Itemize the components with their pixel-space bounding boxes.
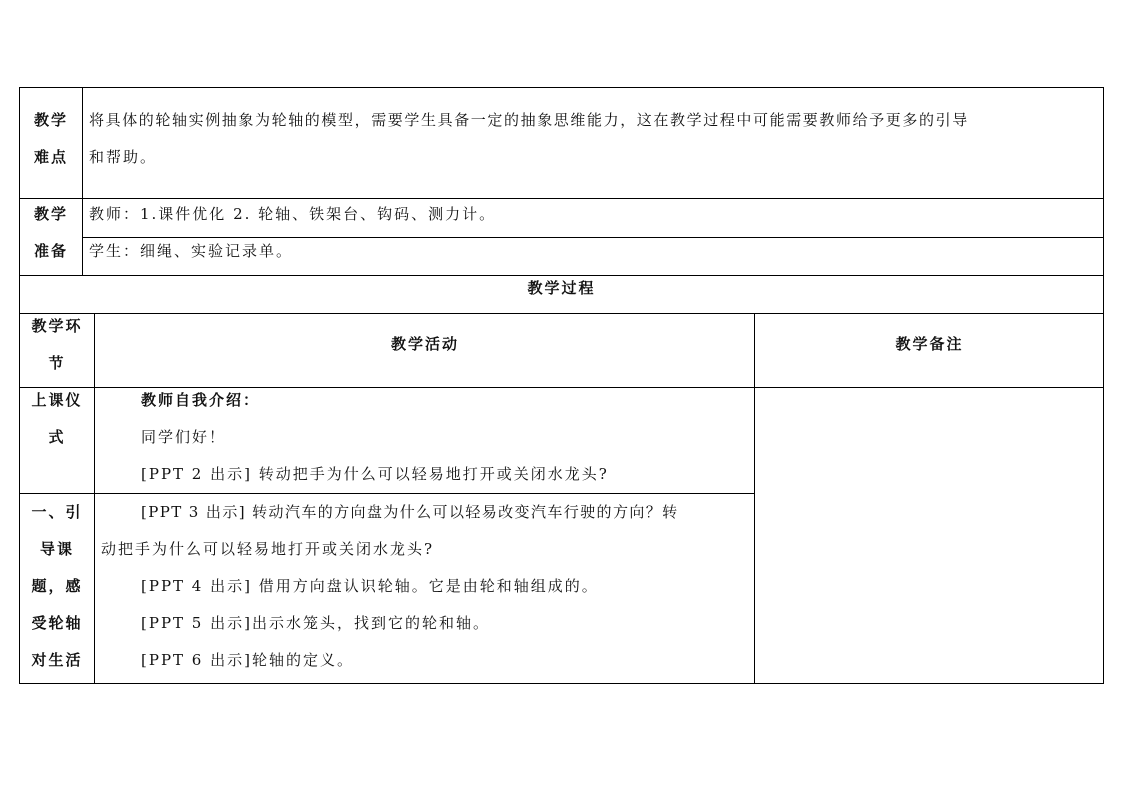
stage2-label-line: 导课 <box>39 540 74 558</box>
process-title: 教学过程 <box>527 279 596 297</box>
stage2-line: [PPT 3 出示] 转动汽车的方向盘为什么可以轻易改变汽车行驶的方向？转 <box>141 503 679 521</box>
stage1-line: 教师自我介绍： <box>141 391 261 409</box>
preparation-label-line1: 教学 <box>33 205 68 223</box>
stage2-line: [PPT 4 出示] 借用方向盘认识轮轴。它是由轮和轴组成的。 <box>141 577 599 595</box>
difficulty-label-line1: 教学 <box>33 111 68 129</box>
stage2-label-line: 受轮轴 <box>31 614 83 632</box>
row-divider-headers <box>19 387 1104 388</box>
preparation-student: 学生：细绳、实验记录单。 <box>89 242 294 260</box>
col-divider-notes <box>754 313 755 684</box>
stage2-label-line: 对生活 <box>31 651 83 669</box>
stage1-label-line2: 式 <box>48 428 66 446</box>
row-divider-process-title <box>19 313 1104 314</box>
difficulty-text-line2: 和帮助。 <box>89 148 158 166</box>
table-border-bottom <box>19 683 1104 684</box>
stage1-line: 同学们好！ <box>141 428 227 446</box>
table-border-top <box>19 87 1104 88</box>
stage2-label-line: 题，感 <box>31 577 83 595</box>
stage1-label-line1: 上课仪 <box>31 391 83 409</box>
header-notes: 教学备注 <box>895 335 964 353</box>
header-activity: 教学活动 <box>390 335 459 353</box>
row-divider-stage1 <box>19 493 755 494</box>
row-divider-prep <box>19 275 1104 276</box>
stage2-line: [PPT 5 出示]出示水笼头，找到它的轮和轴。 <box>141 614 490 632</box>
preparation-label-line2: 准备 <box>33 242 68 260</box>
stage2-line: 动把手为什么可以轻易地打开或关闭水龙头? <box>101 540 435 558</box>
header-stage-line2: 节 <box>48 354 66 372</box>
preparation-teacher: 教师：1.课件优化 2. 轮轴、铁架台、钩码、测力计。 <box>89 205 497 223</box>
table-border-right <box>1103 87 1104 684</box>
difficulty-label-line2: 难点 <box>33 148 68 166</box>
stage2-label-line: 一、引 <box>31 503 83 521</box>
stage2-line: [PPT 6 出示]轮轴的定义。 <box>141 651 354 669</box>
stage1-line: [PPT 2 出示] 转动把手为什么可以轻易地打开或关闭水龙头? <box>141 465 609 483</box>
header-stage-line1: 教学环 <box>31 317 83 335</box>
difficulty-text-line1: 将具体的轮轴实例抽象为轮轴的模型，需要学生具备一定的抽象思维能力，这在教学过程中可能需要教师给予更多的引导 <box>89 111 969 129</box>
row-divider-difficulty <box>19 198 1104 199</box>
row-divider-prep-inner <box>82 237 1104 238</box>
